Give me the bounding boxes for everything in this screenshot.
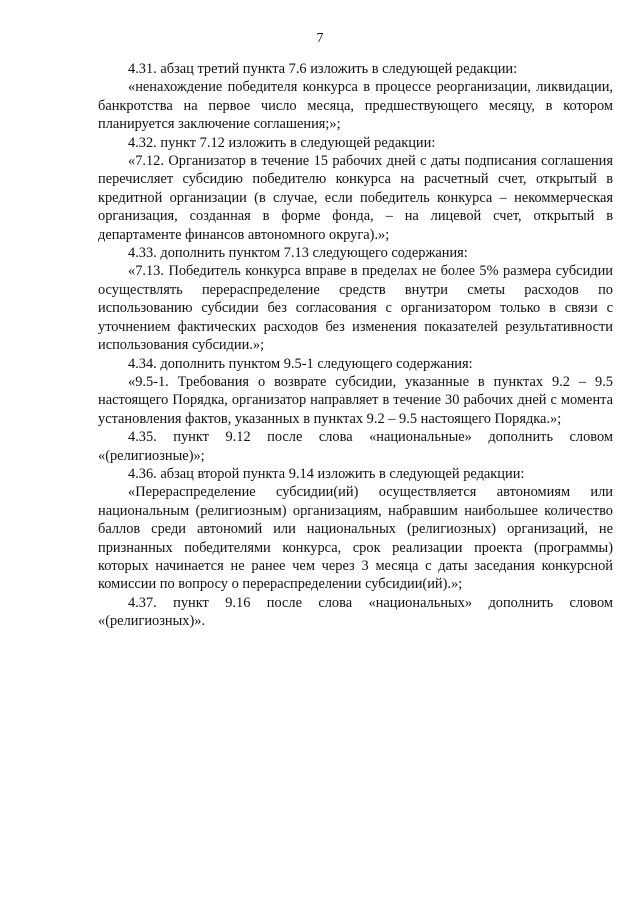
paragraph-4-37: 4.37. пункт 9.16 после слова «национальных» дополнить словом «(религиозных)». [98, 594, 613, 630]
page-number: 7 [316, 31, 324, 46]
paragraph-4-32-heading: 4.32. пункт 7.12 изложить в следующей редакции: [128, 134, 436, 151]
paragraph-4-34-heading: 4.34. дополнить пунктом 9.5-1 следующего содержания: [128, 355, 473, 372]
paragraph-4-36-text: «Перераспределение субсидии(ий) осуществляется автономиям или национальным (религиозным) организациям, набравшим наибольшее количество баллов среди автономий или национальных (религиозных) организаций, не признанных победителями конкурса, срок реализации проекта (программы) которых начинается не ранее чем через 3 месяца с даты заседания конкурсной комиссии по вопросу о перераспределении субсидии(ий).»; [98, 484, 613, 593]
paragraph-4-32-text: «7.12. Организатор в течение 15 рабочих дней с даты подписания соглашения перечисляет субсидию победителю конкурса на расчетный счет, открытый в кредитной организации (в случае, если победитель конкурса – некоммерческая организация, созданная в форме фонда, – на лицевой счет, открытый в департаменте финансов автономного округа).»; [98, 153, 613, 243]
paragraph-4-35: 4.35. пункт 9.12 после слова «национальные» дополнить словом «(религиозные)»; [98, 429, 613, 464]
paragraph-4-33-text: «7.13. Победитель конкурса вправе в пределах не более 5% размера субсидии осуществлять перераспределение средств внутри сметы расходов по использованию субсидии без согласования с организатором только в связи с уточнением фактических расходов без изменения показателей результативности использования субсидии.»; [98, 263, 613, 354]
paragraph-4-31-heading: 4.31. абзац третий пункта 7.6 изложить в следующей редакции: [128, 61, 518, 77]
paragraph-4-31-text: «ненахождение победителя конкурса в процессе реорганизации, ликвидации, банкротства на первое число месяца, предшествующего месяцу, в котором планируется заключение соглашения;»; [98, 79, 613, 133]
paragraph-4-33-heading: 4.33. дополнить пунктом 7.13 следующего содержания: [128, 245, 468, 262]
paragraph-4-36-heading: 4.36. абзац второй пункта 9.14 изложить в следующей редакции: [128, 465, 525, 482]
paragraph-4-34-text: «9.5-1. Требования о возврате субсидии, указанные в пунктах 9.2 – 9.5 настоящего Порядка, организатор направляет в течение 30 рабочих дней с момента установления фактов, указанных в пунктах 9.2 – 9.5 настоящего Порядка.»; [98, 373, 613, 427]
document-body [98, 60, 613, 631]
